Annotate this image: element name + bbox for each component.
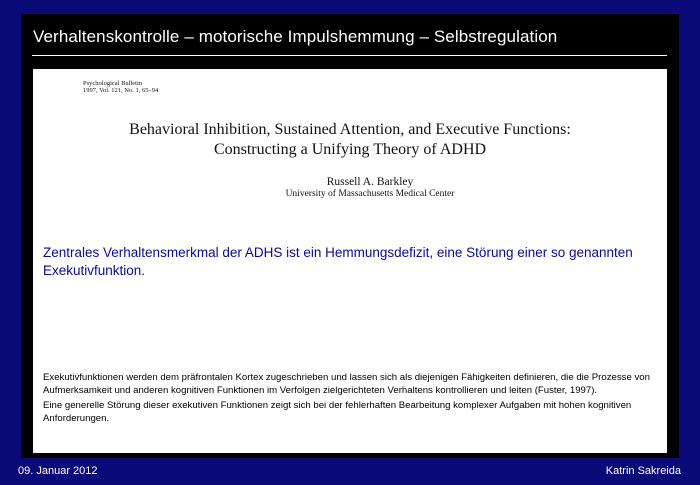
body-paragraph-1: Exekutivfunktionen werden dem präfrontalen Kortex zugeschrieben und lassen sich als diejenigen Fähigkeiten definieren, die die Prozesse von Aufmerksamkeit und anderen kognitiven Funktionen im Verfolgen zielgerichteten Verhaltens kontrollieren und leiten (Fuster, 1997). [43, 372, 650, 396]
slide-title: Verhaltenskontrolle – motorische Impulshemmung – Selbstregulation [33, 27, 558, 46]
paper-author: Russell A. Barkley [326, 176, 414, 188]
paper-title [33, 120, 667, 160]
paper-author-block [53, 176, 687, 200]
body-paragraph-2: Eine generelle Störung dieser exekutiven Funktionen zeigt sich bei der fehlerhaften Bearbeitung komplexer Aufgaben mit hohen kognitiven Anforderungen. [43, 400, 632, 424]
paper-affiliation: University of Massachusetts Medical Center [285, 189, 455, 199]
footer-author: Katrin Sakreida [605, 465, 681, 477]
journal-name: Psychological Bulletin [83, 80, 143, 87]
slide-content [33, 69, 667, 453]
title-divider [32, 55, 667, 56]
key-statement: Zentrales Verhaltensmerkmal der ADHS ist ein Hemmungsdefizit, eine Störung einer so genannten Exekutivfunktion. [43, 245, 633, 278]
journal-volume: 1997, Vol. 121, No. 1, 65–94 [83, 87, 159, 94]
footer-date: 09. Januar 2012 [18, 465, 98, 477]
slide-frame [21, 14, 679, 458]
paper-title-line-1: Behavioral Inhibition, Sustained Attention, and Executive Functions: [129, 121, 571, 138]
body-text [43, 371, 661, 425]
journal-citation [83, 80, 158, 94]
paper-title-line-2: Constructing a Unifying Theory of ADHD [213, 141, 487, 158]
